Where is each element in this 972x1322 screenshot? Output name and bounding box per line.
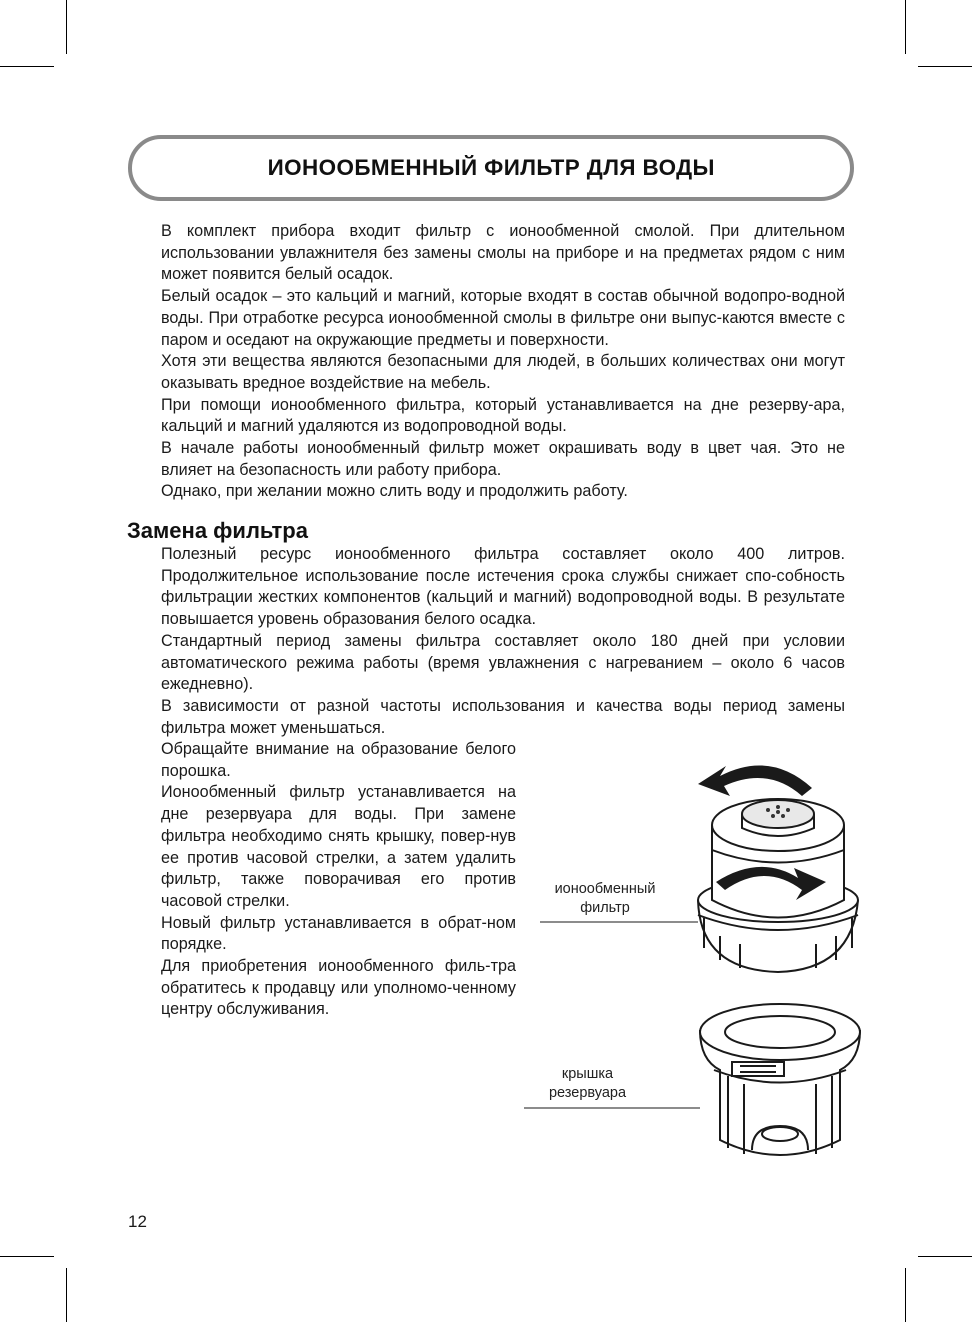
column-paragraph: Ионообменный фильтр устанавливается на дне резервуара для воды. При замене фильтра необходимо снять крышку, повер-нув ее против часовой стрелки, а затем удалить фильтр, также поворачивая его против часовой стрелки.	[161, 783, 516, 910]
section-heading: Замена фильтра	[127, 518, 308, 543]
intro-paragraph: При помощи ионообменного фильтра, который устанавливается на дне резерву-ара, кальций и магний удаляются из водопроводной воды.	[161, 395, 845, 436]
column-paragraph: Новый фильтр устанавливается в обрат-ном порядке.	[161, 913, 516, 954]
crop-mark-bl-v	[66, 1268, 67, 1322]
intro-paragraph: Однако, при желании можно слить воду и продолжить работу.	[161, 482, 628, 501]
crop-mark-br-h	[918, 1256, 972, 1257]
instructions-column	[161, 739, 516, 1021]
column-paragraph: Обращайте внимание на образование белого порошка.	[161, 740, 516, 780]
section-body	[161, 544, 845, 739]
filter-label-line: ионообменный	[554, 881, 656, 897]
crop-mark-tr-v	[905, 0, 906, 54]
intro-paragraph: В начале работы ионообменный фильтр может окрашивать воду в цвет чая. Это не влияет на безопасность или работу прибора.	[161, 439, 845, 479]
intro-paragraph: Хотя эти вещества являются безопасными для людей, в больших количествах они могут оказывать вредное воздействие на мебель.	[161, 352, 845, 392]
lid-label-line: крышка	[561, 1066, 614, 1082]
crop-mark-tl-h	[0, 66, 54, 67]
lid-label	[530, 1065, 645, 1103]
crop-mark-tl-v	[66, 0, 67, 54]
crop-mark-tr-h	[918, 66, 972, 67]
page-number: 12	[128, 1212, 147, 1231]
crop-mark-bl-h	[0, 1256, 54, 1257]
title-banner	[128, 135, 854, 201]
intro-text	[161, 221, 845, 503]
section-paragraph: Полезный ресурс ионообменного фильтра составляет около 400 литров. Продолжительное использование после истечения срока службы снижает спо-собность фильтрации жестких компонентов (кальций и магний) водопроводной воды. В результате повышается уровень образования белого осадка.	[161, 545, 845, 629]
rotate-ccw-arrow-icon	[698, 765, 812, 796]
column-paragraph: Для приобретения ионообменного филь-тра обратитесь к продавцу или уполномо-ченному центру обслуживания.	[161, 957, 516, 1019]
filter-illustration	[520, 740, 880, 1170]
section-paragraph: Стандартный период замены фильтра составляет около 180 дней при условии автоматического режима работы (время увлажнения с нагреванием – около 6 часов ежедневно).	[161, 631, 845, 694]
intro-paragraph: Белый осадок – это кальций и магний, которые входят в состав обычной водопро-водной воды. При отработке ресурса ионообменной смолы в фильтре они выпус-каются вместе с паром и оседают на окружающие предметы и поверхности.	[161, 287, 845, 349]
lid-label-line: резервуара	[548, 1085, 627, 1101]
intro-paragraph: В комплект прибора входит фильтр с ионообменной смолой. При длительном использовании увлажнителя без замены смолы на приборе и на предметах рядом с ним может появится белый осадок.	[161, 222, 845, 284]
filter-label-line: фильтр	[580, 900, 630, 916]
filter-label	[540, 880, 670, 918]
lid-drawing	[700, 1004, 860, 1155]
crop-mark-br-v	[905, 1268, 906, 1322]
section-paragraph: В зависимости от разной частоты использования и качества воды период замены фильтра может уменьшаться.	[161, 696, 845, 737]
page-title: ИОНООБМЕННЫЙ ФИЛЬТР ДЛЯ ВОДЫ	[267, 155, 715, 180]
